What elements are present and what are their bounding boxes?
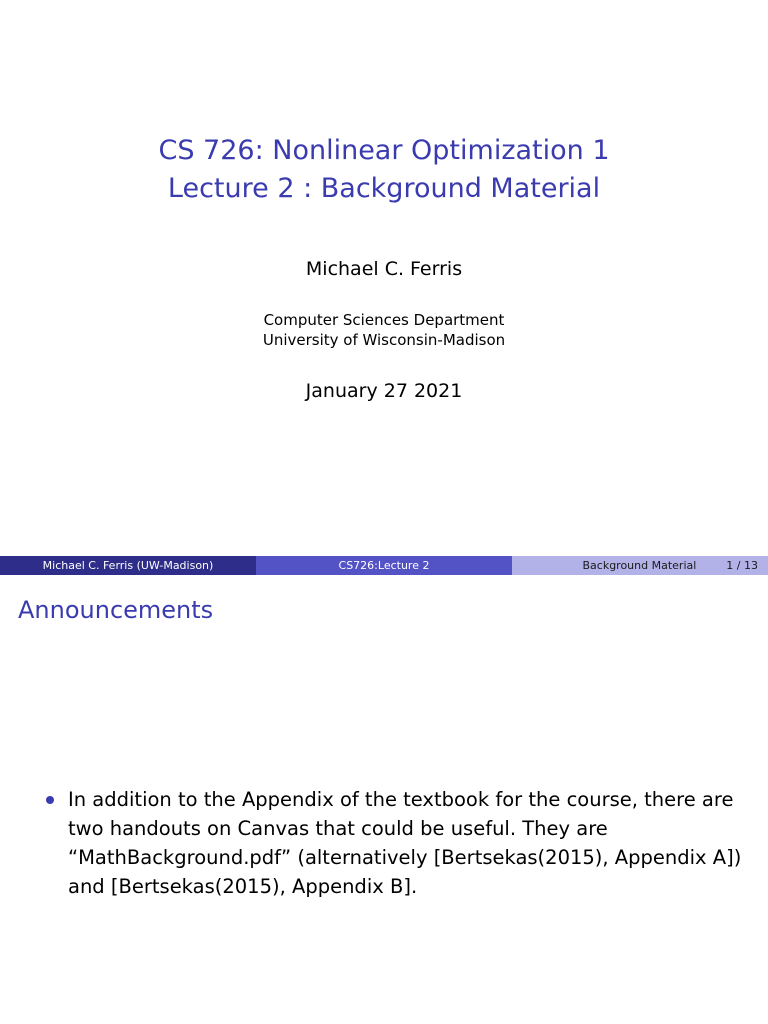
author-name: Michael C. Ferris bbox=[305, 258, 463, 280]
footline bbox=[0, 556, 768, 575]
footline-right bbox=[512, 556, 768, 575]
footline-short-title: Background Material bbox=[582, 559, 697, 572]
frame-title: Announcements bbox=[18, 596, 214, 624]
announcements-slide bbox=[0, 576, 768, 1024]
title-line-1: CS 726: Nonlinear Optimization 1 bbox=[158, 135, 610, 166]
list-item bbox=[46, 785, 758, 901]
institute-line-1: Computer Sciences Department bbox=[263, 311, 505, 329]
footline-author-text: Michael C. Ferris (UW-Madison) bbox=[42, 559, 214, 572]
bullet-text: In addition to the Appendix of the textbook for the course, there are two handouts on Canvas that could be useful. They are “MathBackground.pdf” (alternatively [Bertsekas(2015), Appendix A]) and [Bertsekas(2015), Appendix B]. bbox=[68, 788, 742, 898]
presentation-title bbox=[0, 132, 768, 208]
institute-line-2: University of Wisconsin-Madison bbox=[262, 331, 506, 349]
title-line-2: Lecture 2 : Background Material bbox=[167, 173, 601, 204]
presentation-date: January 27 2021 bbox=[305, 380, 463, 402]
institute bbox=[0, 310, 768, 350]
page-number: 1 / 13 bbox=[726, 559, 758, 572]
footline-lecture bbox=[256, 556, 512, 575]
bullet-icon bbox=[46, 796, 54, 804]
footline-lecture-text: CS726:Lecture 2 bbox=[338, 559, 430, 572]
footline-author bbox=[0, 556, 256, 575]
